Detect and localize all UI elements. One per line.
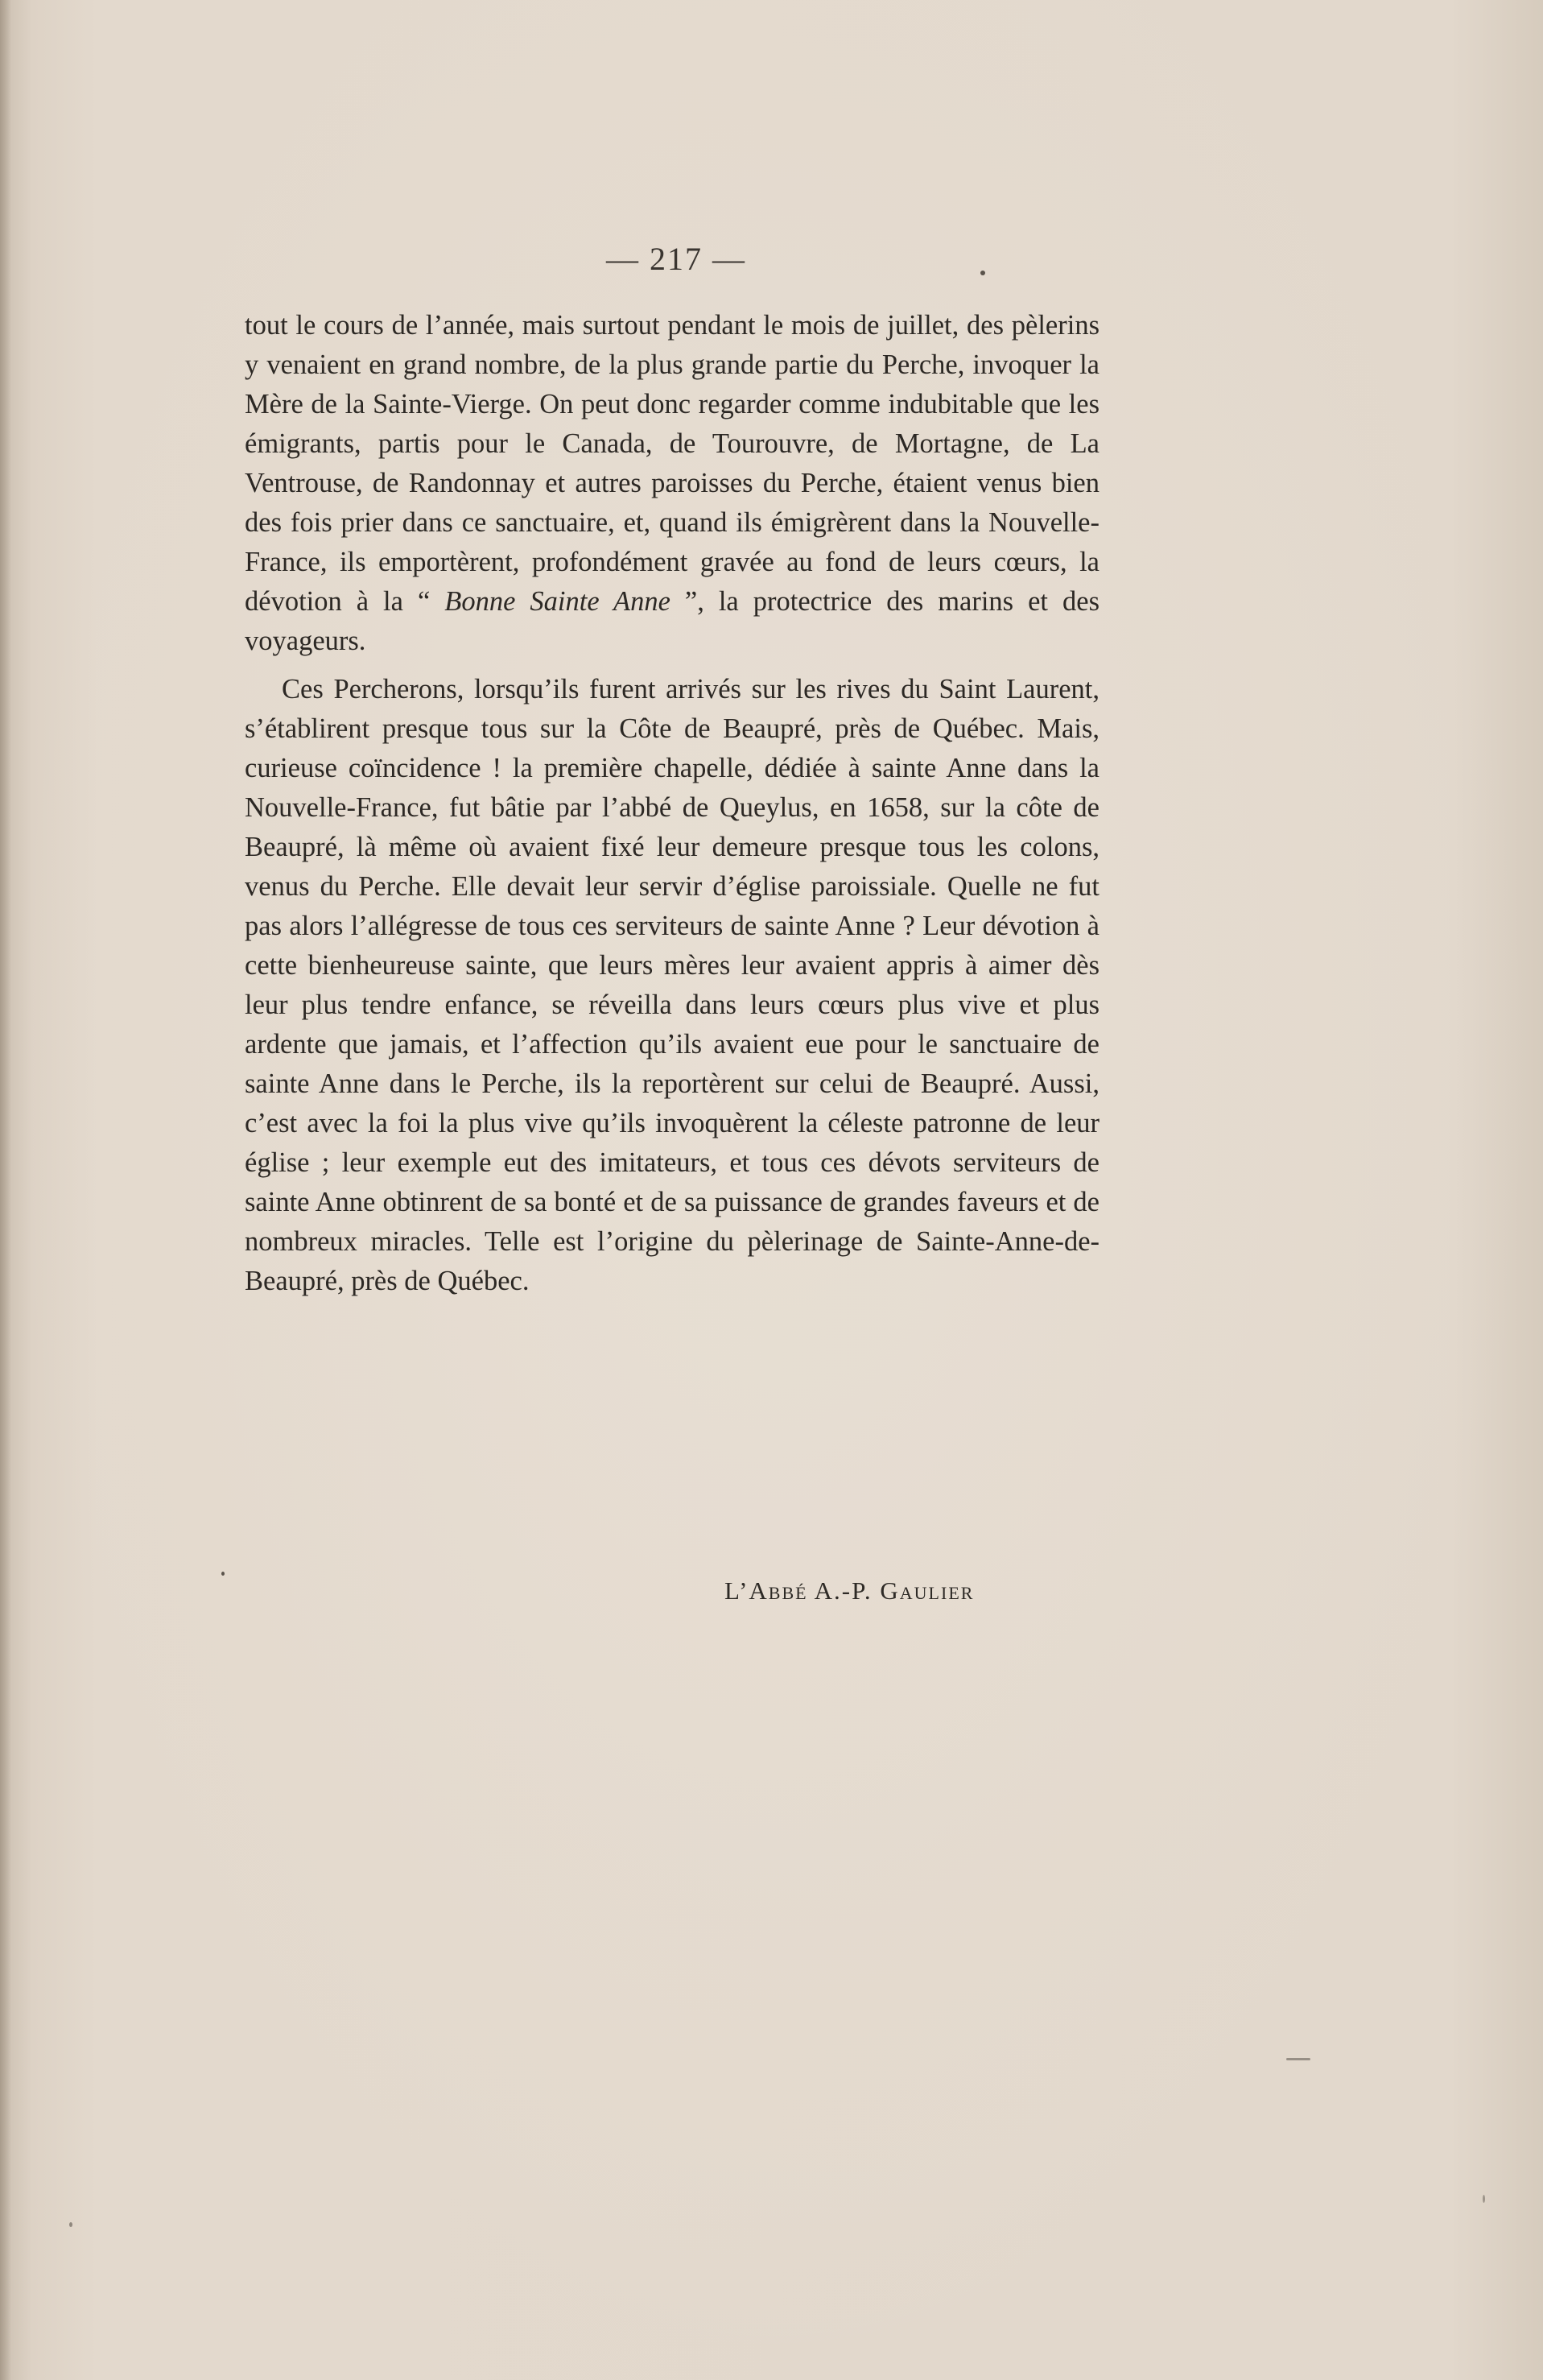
paper-speck [221,1572,225,1576]
body-text [245,306,1099,1301]
paragraph-1 [245,306,1099,661]
paragraph-1-italic-title: Bonne Sainte Anne [444,586,670,617]
paper-speck [69,2222,72,2227]
paper-speck [1483,2195,1485,2203]
paragraph-1-text-b: ”, la protectrice des marins et des voyageurs. [245,586,1099,656]
paper-speck [1286,2058,1310,2060]
page-number: — 217 — [606,241,746,277]
author-signature: L’Abbé A.-P. Gaulier [724,1576,975,1605]
paragraph-2: Ces Percherons, lorsqu’ils furent arrivés sur les rives du Saint Laurent, s’établirent presque tous sur la Côte de Beaupré, près de Québec. Mais, curieuse coïncidence ! la première chapelle, dédiée à sainte Anne dans la Nouvelle-France, fut bâtie par l’abbé de Queylus, en 1658, sur la côte de Beaupré, là même où avaient fixé leur demeure presque tous les colons, venus du Perche. Elle devait leur servir d’église paroissiale. Quelle ne fut pas alors l’allégresse de tous ces serviteurs de sainte Anne ? Leur dévotion à cette bienheureuse sainte, que leurs mères leur avaient appris à aimer dès leur plus tendre enfance, se réveilla dans leurs cœurs plus vive et plus ardente que jamais, et l’affection qu’ils avaient eue pour le sanctuaire de sainte Anne dans le Perche, ils la reportèrent sur celui de Beaupré. Aussi, c’est avec la foi la plus vive qu’ils invoquèrent la céleste patronne de leur église ; leur exemple eut des imitateurs, et tous ces dévots serviteurs de sainte Anne obtinrent de sa bonté et de sa puissance de grandes faveurs et de nombreux miracles. Telle est l’origine du pèlerinage de Sainte-Anne-de-Beaupré, près de Québec. [245,674,1099,1296]
paper-speck [980,271,985,275]
page-edge-shadow [0,0,11,2380]
paragraph-1-text-a: tout le cours de l’année, mais surtout pendant le mois de juillet, des pèlerins y venaient en grand nombre, de la plus grande partie du Perche, invoquer la Mère de la Sainte-Vierge. On peut donc regarder comme indubitable que les émigrants, partis pour le Canada, de Tourouvre, de Mortagne, de La Ventrouse, de Randonnay et autres paroisses du Perche, étaient venus bien des fois prier dans ce sanctuaire, et, quand ils émigrèrent dans la Nouvelle-France, ils emportèrent, profondément gravée au fond de leurs cœurs, la dévotion à la “ [245,310,1099,617]
